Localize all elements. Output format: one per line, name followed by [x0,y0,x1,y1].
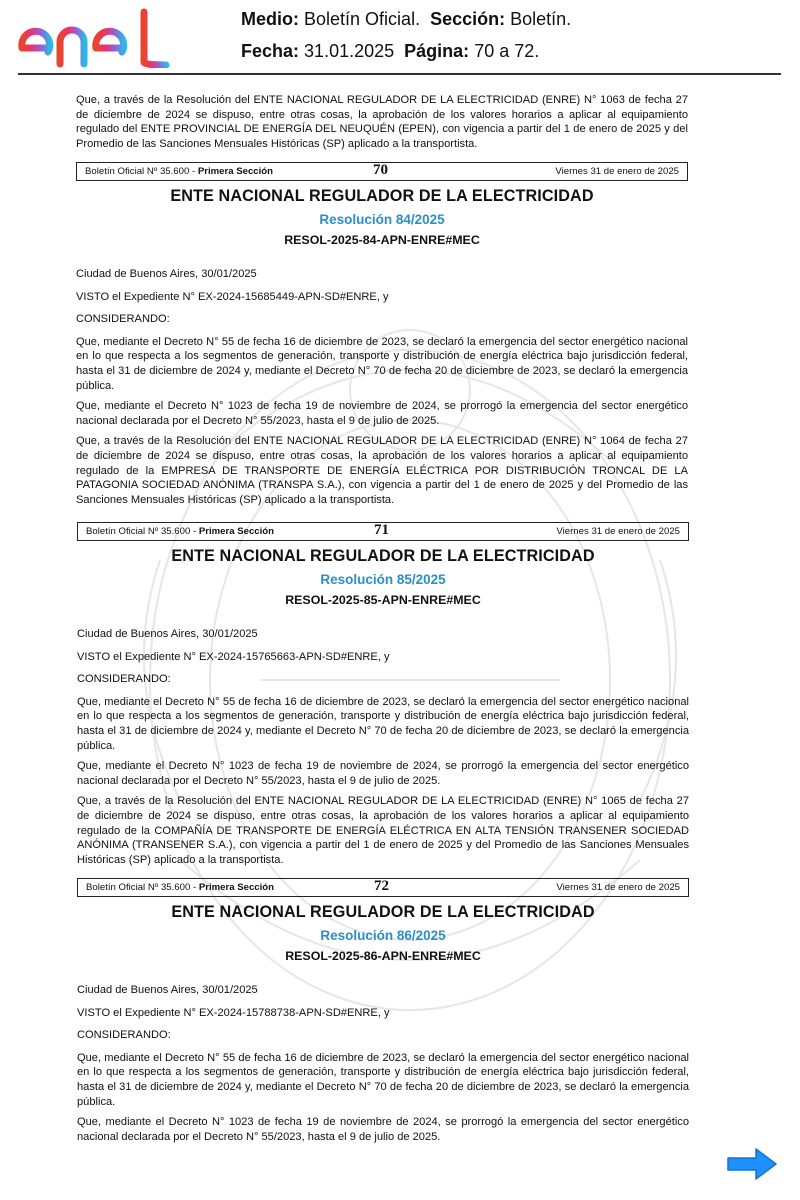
considerando: CONSIDERANDO: [76,313,170,326]
right-arrow-icon[interactable] [726,1147,778,1181]
bulletin-name: Boletín Oficial Nº 35.600 - [86,526,199,537]
org-title: ENTE NACIONAL REGULADOR DE LA ELECTRICIDAD [171,547,595,565]
page-number: 70 [373,162,388,178]
bulletin-bar [77,878,689,897]
paragraph-2: Que, mediante el Decreto N° 1023 de fecha 19 de noviembre de 2024, se prorrogó la emergencia del sector energético nacional declarada por el Decreto N° 55/2023, hasta el 9 de julio de 2025. [76,400,688,427]
bulletin-date: Viernes 31 de enero de 2025 [556,526,680,537]
paragraph-2: Que, mediante el Decreto N° 1023 de fecha 19 de noviembre de 2024, se prorrogó la emergencia del sector energético nacional declarada por el Decreto N° 55/2023, hasta el 9 de julio de 2025. [77,1116,689,1143]
seccion-value: Boletín. [510,9,572,29]
resolution-code: RESOL-2025-86-APN-ENRE#MEC [285,949,481,963]
bulletin-bar-left [85,166,273,177]
medio-value: Boletín Oficial. [304,9,421,29]
bulletin-section: Primera Sección [197,166,274,177]
paragraph-3: Que, a través de la Resolución del ENTE NACIONAL REGULADOR DE LA ELECTRICIDAD (ENRE) N° 1064 de fecha 27 de diciembre de 2024 se dispuso, entre otras cosas, la aprobación de los valores horarios a aplicar al equipamiento regulado de la EMPRESA DE TRANSPORTE DE ENERGÍA ELÉCTRICA POR DISTRIBUCIÓN TRONCAL DE LA PATAGONIA SOCIEDAD ANÓNIMA (TRANSPA S.A.), con vigencia a partir del 1 de enero de 2025 y del Promedio de las Sanciones Mensuales Históricas (SP) aplicado a la transportista. [76,435,688,506]
resolution-section-85 [77,522,689,873]
intro-block [76,93,688,157]
bulletin-date: Viernes 31 de enero de 2025 [555,166,679,177]
paragraph-1: Que, mediante el Decreto N° 55 de fecha 16 de diciembre de 2023, se declaró la emergencia del sector energético nacional en lo que respecta a los segmentos de generación, transporte y distribución de energía eléctrica bajo jurisdicción federal, hasta el 31 de diciembre de 2024 y, mediante el Decreto N° 70 de fecha 20 de diciembre de 2023, se declaró la emergencia pública. [77,695,689,752]
header-divider [18,73,781,75]
page-number: 72 [374,878,389,894]
fecha-label: Fecha: [241,41,300,61]
pagina-label: Página: [404,41,470,61]
paragraph-1: Que, mediante el Decreto N° 55 de fecha 16 de diciembre de 2023, se declaró la emergencia del sector energético nacional en lo que respecta a los segmentos de generación, transporte y distribución de energía eléctrica bajo jurisdicción federal, hasta el 31 de diciembre de 2024 y, mediante el Decreto N° 70 de fecha 20 de diciembre de 2023, se declaró la emergencia pública. [76,335,688,392]
resolution-code: RESOL-2025-85-APN-ENRE#MEC [285,593,481,607]
resolution-code: RESOL-2025-84-APN-ENRE#MEC [284,233,480,247]
bulletin-bar [77,522,689,541]
paragraph-3: Que, a través de la Resolución del ENTE NACIONAL REGULADOR DE LA ELECTRICIDAD (ENRE) N° 1065 de fecha 27 de diciembre de 2024 se dispuso, entre otras cosas, la aprobación de los valores horarios a aplicar al equipamiento regulado de la COMPAÑÍA DE TRANSPORTE DE ENERGÍA ELÉCTRICA EN ALTA TENSIÓN TRANSENER SOCIEDAD ANÓNIMA (TRANSENER S.A.), con vigencia a partir del 1 de enero de 2025 y del Promedio de las Sanciones Mensuales Históricas (SP) aplicado a la transportista. [77,795,689,866]
city-date: Ciudad de Buenos Aires, 30/01/2025 [76,268,257,280]
bulletin-section: Primera Sección [198,526,275,537]
org-title: ENTE NACIONAL REGULADOR DE LA ELECTRICIDAD [171,903,595,921]
pagina-value: 70 a 72. [474,41,540,61]
resolution-title: Resolución 85/2025 [320,572,446,587]
visto: VISTO el Expediente N° EX-2024-15788738-APN-SD#ENRE, y [77,1006,390,1019]
seccion-label: Sección: [430,9,506,29]
fecha-value: 31.01.2025 [304,41,395,61]
considerando: CONSIDERANDO: [77,673,171,686]
bulletin-bar-left [86,882,274,893]
city-date: Ciudad de Buenos Aires, 30/01/2025 [77,628,258,640]
medio-label: Medio: [241,9,299,29]
resolution-section-84 [76,162,688,513]
resolution-title: Resolución 86/2025 [320,928,446,943]
resolution-title: Resolución 84/2025 [319,212,445,227]
page-number: 71 [374,522,389,538]
org-title: ENTE NACIONAL REGULADOR DE LA ELECTRICIDAD [170,187,594,205]
bulletin-name: Boletín Oficial Nº 35.600 - [86,882,199,893]
bulletin-bar-left [86,526,274,537]
bulletin-name: Boletín Oficial Nº 35.600 - [85,166,198,177]
bulletin-bar [76,162,688,181]
paragraph-2: Que, mediante el Decreto N° 1023 de fecha 19 de noviembre de 2024, se prorrogó la emergencia del sector energético nacional declarada por el Decreto N° 55/2023, hasta el 9 de julio de 2025. [77,760,689,787]
visto: VISTO el Expediente N° EX-2024-15685449-APN-SD#ENRE, y [76,290,389,303]
header-line-medio [241,9,571,30]
paragraph-1: Que, mediante el Decreto N° 55 de fecha 16 de diciembre de 2023, se declaró la emergencia del sector energético nacional en lo que respecta a los segmentos de generación, transporte y distribución de energía eléctrica bajo jurisdicción federal, hasta el 31 de diciembre de 2024 y, mediante el Decreto N° 70 de fecha 20 de diciembre de 2023, se declaró la emergencia pública. [77,1051,689,1108]
enel-logo [16,8,172,68]
header-line-fecha [241,41,539,62]
resolution-section-86 [77,878,689,1150]
intro-paragraph: Que, a través de la Resolución del ENTE NACIONAL REGULADOR DE LA ELECTRICIDAD (ENRE) N° 1063 de fecha 27 de diciembre de 2024 se dispuso, entre otras cosas, la aprobación de los valores horarios a aplicar al equipamiento regulado del ENTE PROVINCIAL DE ENERGÍA DEL NEUQUÉN (EPEN), con vigencia a partir del 1 de enero de 2025 y del Promedio de las Sanciones Mensuales Históricas (SP) aplicado a la transportista. [76,94,688,150]
city-date: Ciudad de Buenos Aires, 30/01/2025 [77,984,258,996]
visto: VISTO el Expediente N° EX-2024-15765663-APN-SD#ENRE, y [77,650,390,663]
considerando: CONSIDERANDO: [77,1029,171,1042]
bulletin-section: Primera Sección [198,882,275,893]
bulletin-date: Viernes 31 de enero de 2025 [556,882,680,893]
